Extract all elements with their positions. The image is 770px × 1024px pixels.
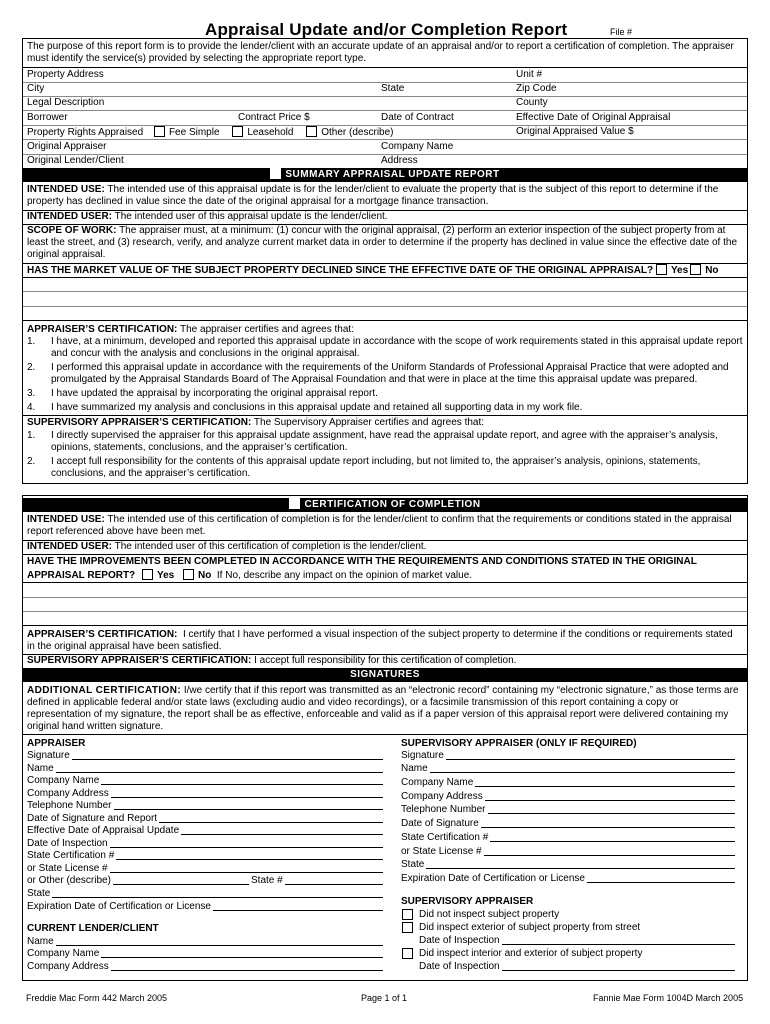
decline-question: HAS THE MARKET VALUE OF THE SUBJECT PROPERTY DECLINED SINCE THE EFFECTIVE DATE OF THE ORIGINAL APPRAISAL? Yes No	[27, 265, 719, 276]
cert-item-1: I have, at a minimum, developed and reported this appraisal update in accordance with the scope of work requirements stated in this appraisal update report and concur with the analysis and conclusions in the original appraisal.	[51, 336, 743, 359]
appraiser-field-label: Company Name	[27, 775, 100, 786]
fee-simple-label: Fee Simple	[168, 127, 220, 138]
appraiser-field-label: Date of Signature and Report	[27, 813, 158, 824]
summary-checkbox[interactable]	[270, 168, 281, 179]
supervisory-field-label: Company Name	[401, 777, 474, 788]
supervisory-field-label: Signature	[401, 750, 444, 761]
additional-certification: ADDITIONAL CERTIFICATION: I/we certify that if this report was transmitted as an “electronic record” containing my “electronic signature,” as those terms are defined in applicable federal and/or state laws (excluding audio and video recordings), or a facsimile transmission of this report containing a copy or representation of my signature, the report shall be as effective, enforceable and valid as if a paper version of this appraisal report were delivered containing my original hand written signature.	[27, 685, 739, 732]
appraiser-field-line[interactable]	[113, 884, 249, 885]
address-label: Address	[381, 155, 418, 166]
appraiser-field-line[interactable]	[116, 859, 383, 860]
cert-item-3: I have updated the appraisal by incorporating the original appraisal report.	[51, 388, 378, 399]
supervisory-field-label: State	[401, 859, 425, 870]
fee-simple-checkbox[interactable]	[154, 126, 165, 137]
legal-label: Legal Description	[27, 97, 105, 108]
intro-text: The purpose of this report form is to provide the lender/client with an accurate update of an appraisal and/or to report a certification of completion. The appraiser must identify the service(s) provided by selecting the appropriate report type.	[27, 41, 734, 64]
inspection-date-label: Date of Inspection	[419, 935, 500, 946]
cert-num-1: 1.	[27, 336, 36, 347]
cert-num-4: 4.	[27, 402, 36, 413]
supervisory-heading: SUPERVISORY APPRAISER (ONLY IF REQUIRED)	[401, 738, 637, 749]
other-rights-label: Other (describe)	[321, 127, 394, 138]
supervisory-field-line[interactable]	[587, 882, 735, 883]
appraiser-cert-heading: APPRAISER’S CERTIFICATION: The appraiser certifies and agrees that:	[27, 324, 354, 335]
lender-field-label: Company Name	[27, 948, 100, 959]
inspection-checkbox[interactable]	[402, 948, 413, 959]
rights-label: Property Rights Appraised	[27, 127, 144, 138]
completion-supervisory-cert: SUPERVISORY APPRAISER’S CERTIFICATION: I accept full responsibility for this certification of completion.	[27, 655, 517, 666]
inspection-option-label: Did inspect interior and exterior of subject property	[419, 948, 643, 959]
appraiser-field-line[interactable]	[56, 772, 383, 773]
appraiser-field-line[interactable]	[181, 834, 383, 835]
cert-num-2: 2.	[27, 362, 36, 373]
supervisory-field-line[interactable]	[430, 772, 735, 773]
supervisory-field-line[interactable]	[490, 841, 735, 842]
footer-right: Fannie Mae Form 1004D March 2005	[593, 993, 744, 1003]
lender-heading: CURRENT LENDER/CLIENT	[27, 923, 159, 934]
completion-bar-label: CERTIFICATION OF COMPLETION	[304, 499, 481, 510]
appraiser-state-number-line[interactable]	[285, 884, 383, 885]
completion-question-line2: APPRAISAL REPORT? Yes No If No, describe any impact on the opinion of market value.	[27, 570, 473, 581]
summary-intended-use: INTENDED USE: The intended use of this appraisal update is for the lender/client to evaluate the property that is the subject of this report to determine if the property has declined in value since the date of the original appraisal for a mortgage finance transaction.	[27, 184, 719, 207]
effective-date-label: Effective Date of Original Appraisal	[516, 112, 671, 123]
summary-intended-user: INTENDED USER: The intended user of this appraisal update is the lender/client.	[27, 211, 388, 222]
decline-yes-checkbox[interactable]	[656, 264, 667, 275]
footer-left: Freddie Mac Form 442 March 2005	[26, 993, 168, 1003]
property-address-label: Property Address	[27, 69, 104, 80]
supervisory-field-line[interactable]	[484, 855, 735, 856]
inspection-date-label: Date of Inspection	[419, 961, 500, 972]
appraiser-state-number-label: State #	[251, 875, 283, 886]
sup-num-1: 1.	[27, 430, 36, 441]
lender-field-label: Company Address	[27, 961, 109, 972]
lender-field-line[interactable]	[111, 970, 383, 971]
appraiser-field-line[interactable]	[101, 784, 383, 785]
sup-item-1: I directly supervised the appraiser for this appraisal update assignment, have read the appraisal update report, and agree with the appraiser’s analysis, opinions, statements, conclusions, and the appraiser’s certification.	[51, 430, 718, 453]
cert-item-2: I performed this appraisal update in accordance with the requirements of the Uniform Standards of Professional Appraisal Practice that were adopted and promulgated by the Appraisal Standards Board of The Appraisal Foundation and that were in place at the time this appraisal update was prepared.	[51, 362, 729, 385]
inspection-option-label: Did inspect exterior of subject property from street	[419, 922, 641, 933]
summary-bar-label: SUMMARY APPRAISAL UPDATE REPORT	[285, 169, 500, 180]
appraiser-field-label: Expiration Date of Certification or License	[27, 901, 211, 912]
cert-item-4: I have summarized my analysis and conclusions in this appraisal update and retained all supporting data in my work file.	[51, 402, 583, 413]
original-value-label: Original Appraised Value $	[516, 126, 634, 137]
appraiser-field-label: or State License #	[27, 863, 108, 874]
leasehold-checkbox[interactable]	[232, 126, 243, 137]
appraiser-field-line[interactable]	[213, 910, 383, 911]
city-label: City	[27, 83, 45, 94]
appraiser-field-label: or Other (describe)	[27, 875, 111, 886]
supervisory-field-line[interactable]	[446, 759, 735, 760]
appraiser-field-line[interactable]	[114, 809, 383, 810]
sup-num-2: 2.	[27, 456, 36, 467]
appraiser-field-label: Effective Date of Appraisal Update	[27, 825, 180, 836]
completion-intended-use: INTENDED USE: The intended use of this certification of completion is for the lender/client to confirm that the requirements or conditions stated in the appraisal report referenced above have been met.	[27, 514, 732, 537]
borrower-label: Borrower	[27, 112, 68, 123]
supervisory-field-label: Company Address	[401, 791, 483, 802]
rights-row	[27, 126, 394, 139]
completion-question-line1: HAVE THE IMPROVEMENTS BEEN COMPLETED IN ACCORDANCE WITH THE REQUIREMENTS AND CONDITIONS STATED IN THE ORIGINAL	[27, 556, 697, 567]
completion-no-checkbox[interactable]	[183, 569, 194, 580]
supervisory-field-line[interactable]	[475, 786, 735, 787]
other-rights-checkbox[interactable]	[306, 126, 317, 137]
appraiser-field-label: Name	[27, 763, 54, 774]
lender-field-label: Name	[27, 936, 54, 947]
completion-intended-user: INTENDED USER: The intended user of this certification of completion is the lender/client.	[27, 541, 427, 552]
supervisory-field-label: State Certification #	[401, 832, 489, 843]
appraiser-field-line[interactable]	[159, 822, 383, 823]
appraiser-field-label: State	[27, 888, 51, 899]
appraiser-field-line[interactable]	[111, 797, 383, 798]
section-completion	[22, 495, 748, 981]
page-title: Appraisal Update and/or Completion Report	[205, 20, 568, 39]
appraiser-field-label: Date of Inspection	[27, 838, 108, 849]
appraiser-field-label: Company Address	[27, 788, 109, 799]
appraiser-field-line[interactable]	[72, 759, 383, 760]
appraiser-field-label: State Certification #	[27, 850, 115, 861]
inspection-checkbox[interactable]	[402, 909, 413, 920]
inspection-date-line[interactable]	[502, 944, 735, 945]
unit-label: Unit #	[516, 69, 543, 80]
file-number-label: File #	[610, 27, 633, 37]
state-label: State	[381, 83, 405, 94]
contract-date-label: Date of Contract	[381, 112, 454, 123]
supervisory-field-line[interactable]	[481, 827, 735, 828]
appraiser-field-line[interactable]	[52, 897, 383, 898]
lender-field-line[interactable]	[56, 945, 383, 946]
appraiser-heading: APPRAISER	[27, 738, 86, 749]
supervisory-field-label: or State License #	[401, 846, 482, 857]
decline-no-checkbox[interactable]	[690, 264, 701, 275]
appraiser-field-line[interactable]	[110, 872, 383, 873]
supervisory-field-label: Telephone Number	[401, 804, 486, 815]
summary-scope: SCOPE OF WORK: The appraiser must, at a minimum: (1) concur with the original appraisal, (2) perform an exterior inspection of the subject property from at least the street, and (3) research, verify, and analyze current market data in order to determine if the property has declined in value since the effective date of the original appraisal.	[27, 225, 738, 260]
inspection-option-label: Did not inspect subject property	[419, 909, 560, 920]
lender-field-line[interactable]	[101, 957, 383, 958]
supervisory-field-label: Name	[401, 763, 428, 774]
supervisory-field-line[interactable]	[485, 800, 735, 801]
leasehold-label: Leasehold	[247, 127, 294, 138]
supervisory-field-label: Date of Signature	[401, 818, 479, 829]
contract-price-label: Contract Price $	[238, 112, 310, 123]
supervisory-field-line[interactable]	[426, 868, 735, 869]
appraiser-field-label: Signature	[27, 750, 70, 761]
sup-item-2: I accept full responsibility for the contents of this appraisal update report including, but not limited to, the appraiser’s analysis, opinions, statements, conclusions, and the appraiser’s certification.	[51, 456, 701, 479]
cert-num-3: 3.	[27, 388, 36, 399]
zip-label: Zip Code	[516, 83, 557, 94]
supervisory-cert-heading: SUPERVISORY APPRAISER’S CERTIFICATION: The Supervisory Appraiser certifies and agrees that:	[27, 417, 485, 428]
county-label: County	[516, 97, 548, 108]
section-summary	[22, 38, 748, 484]
supervisory-field-label: Expiration Date of Certification or License	[401, 873, 585, 884]
completion-appraiser-cert: APPRAISER’S CERTIFICATION: I certify that I have performed a visual inspection of the subject property to determine if the conditions or requirements stated in the original appraisal have been satisfied.	[27, 629, 733, 652]
company-name-label: Company Name	[381, 141, 454, 152]
footer-center: Page 1 of 1	[361, 993, 408, 1003]
signatures-bar: SIGNATURES	[23, 668, 747, 682]
completion-yes-checkbox[interactable]	[142, 569, 153, 580]
completion-bar	[23, 498, 747, 512]
summary-bar	[23, 168, 747, 182]
original-lender-label: Original Lender/Client	[27, 155, 124, 166]
original-appraiser-label: Original Appraiser	[27, 141, 107, 152]
completion-checkbox[interactable]	[289, 498, 300, 509]
supervisory-field-line[interactable]	[488, 813, 735, 814]
inspection-checkbox[interactable]	[402, 922, 413, 933]
appraiser-field-line[interactable]	[110, 847, 383, 848]
supervisory-inspection-heading: SUPERVISORY APPRAISER	[401, 896, 534, 907]
appraiser-field-label: Telephone Number	[27, 800, 112, 811]
inspection-date-line[interactable]	[502, 970, 735, 971]
